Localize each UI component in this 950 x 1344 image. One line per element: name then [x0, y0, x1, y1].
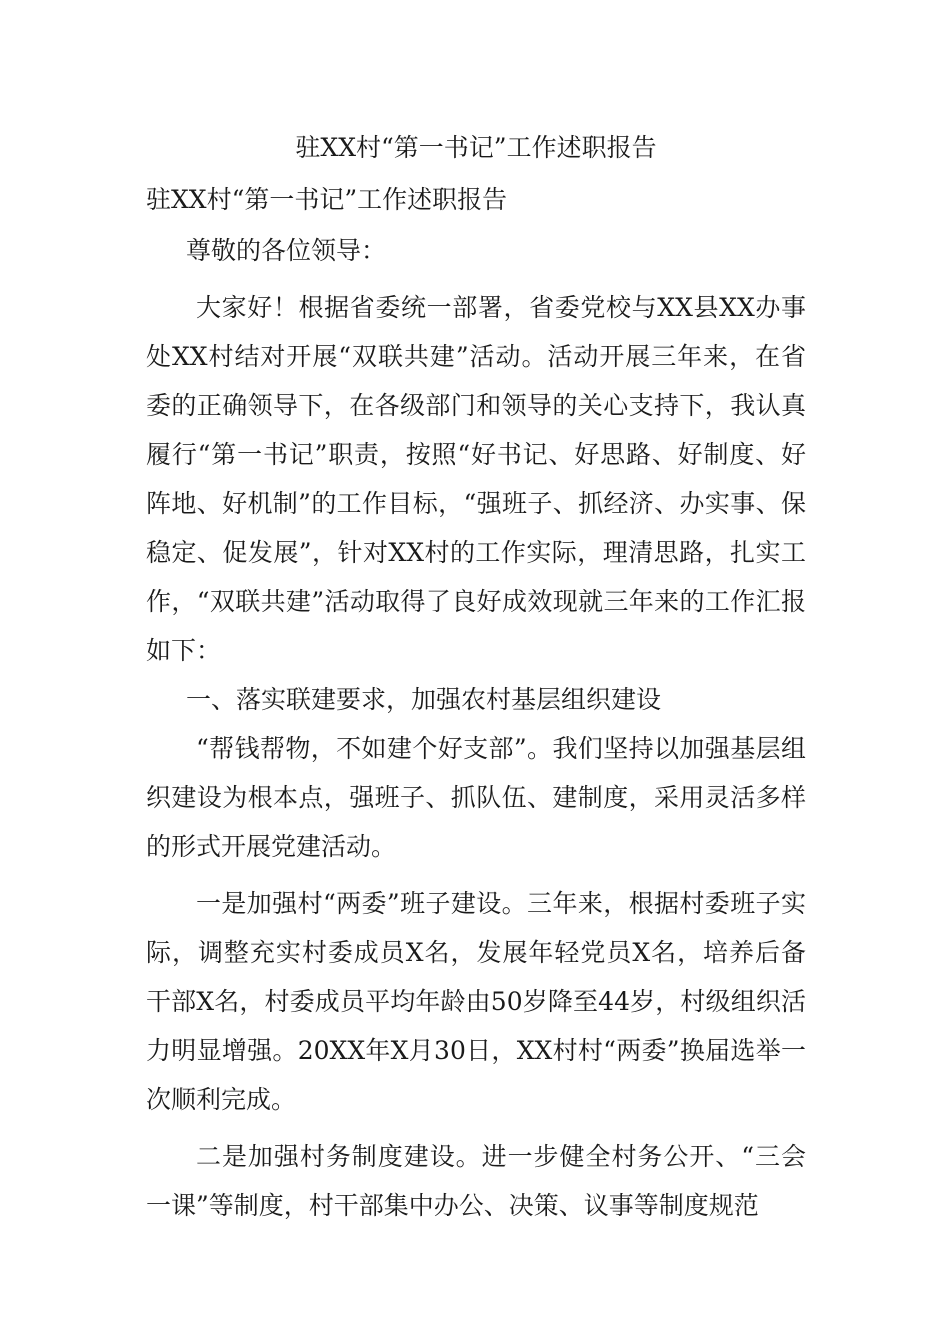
paragraph-team-building: 一是加强村“两委”班子建设。三年来，根据村委班子实际，调整充实村委成员X名，发展年轻党员X名，培养后备干部X名，村委成员平均年龄由50岁降至44岁，村级组织活力明显增强。20XX年X月30日，XX村村“两委”换届选举一次顺利完成。 — [146, 889, 806, 1114]
paragraph-intro: 大家好！根据省委统一部署，省委党校与XX县XX办事处XX村结对开展“双联共建”活动。活动开展三年来，在省委的正确领导下，在各级部门和领导的关心支持下，我认真履行“第一书记”职责，按照“好书记、好思路、好制度、好阵地、好机制”的工作目标，“强班子、抓经济、办实事、保稳定、促发展”，针对XX村的工作实际，理清思路，扎实工作，“双联共建”活动取得了良好成效现就三年来的工作汇报如下： — [146, 293, 806, 665]
paragraph-branch-building: “帮钱帮物，不如建个好支部”。我们坚持以加强基层组织建设为根本点，强班子、抓队伍、建制度，采用灵活多样的形式开展党建活动。 — [146, 734, 806, 861]
document-title: 驻XX村“第一书记”工作述职报告 — [295, 133, 657, 162]
paragraph-system-building: 二是加强村务制度建设。进一步健全村务公开、“三会一课”等制度，村干部集中办公、决策、议事等制度规范 — [146, 1142, 806, 1220]
salutation: 尊敬的各位领导： — [186, 236, 387, 265]
section-heading-1: 一、落实联建要求，加强农村基层组织建设 — [186, 685, 662, 714]
document-page — [146, 122, 806, 1230]
document-subtitle: 驻XX村“第一书记”工作述职报告 — [146, 185, 508, 214]
